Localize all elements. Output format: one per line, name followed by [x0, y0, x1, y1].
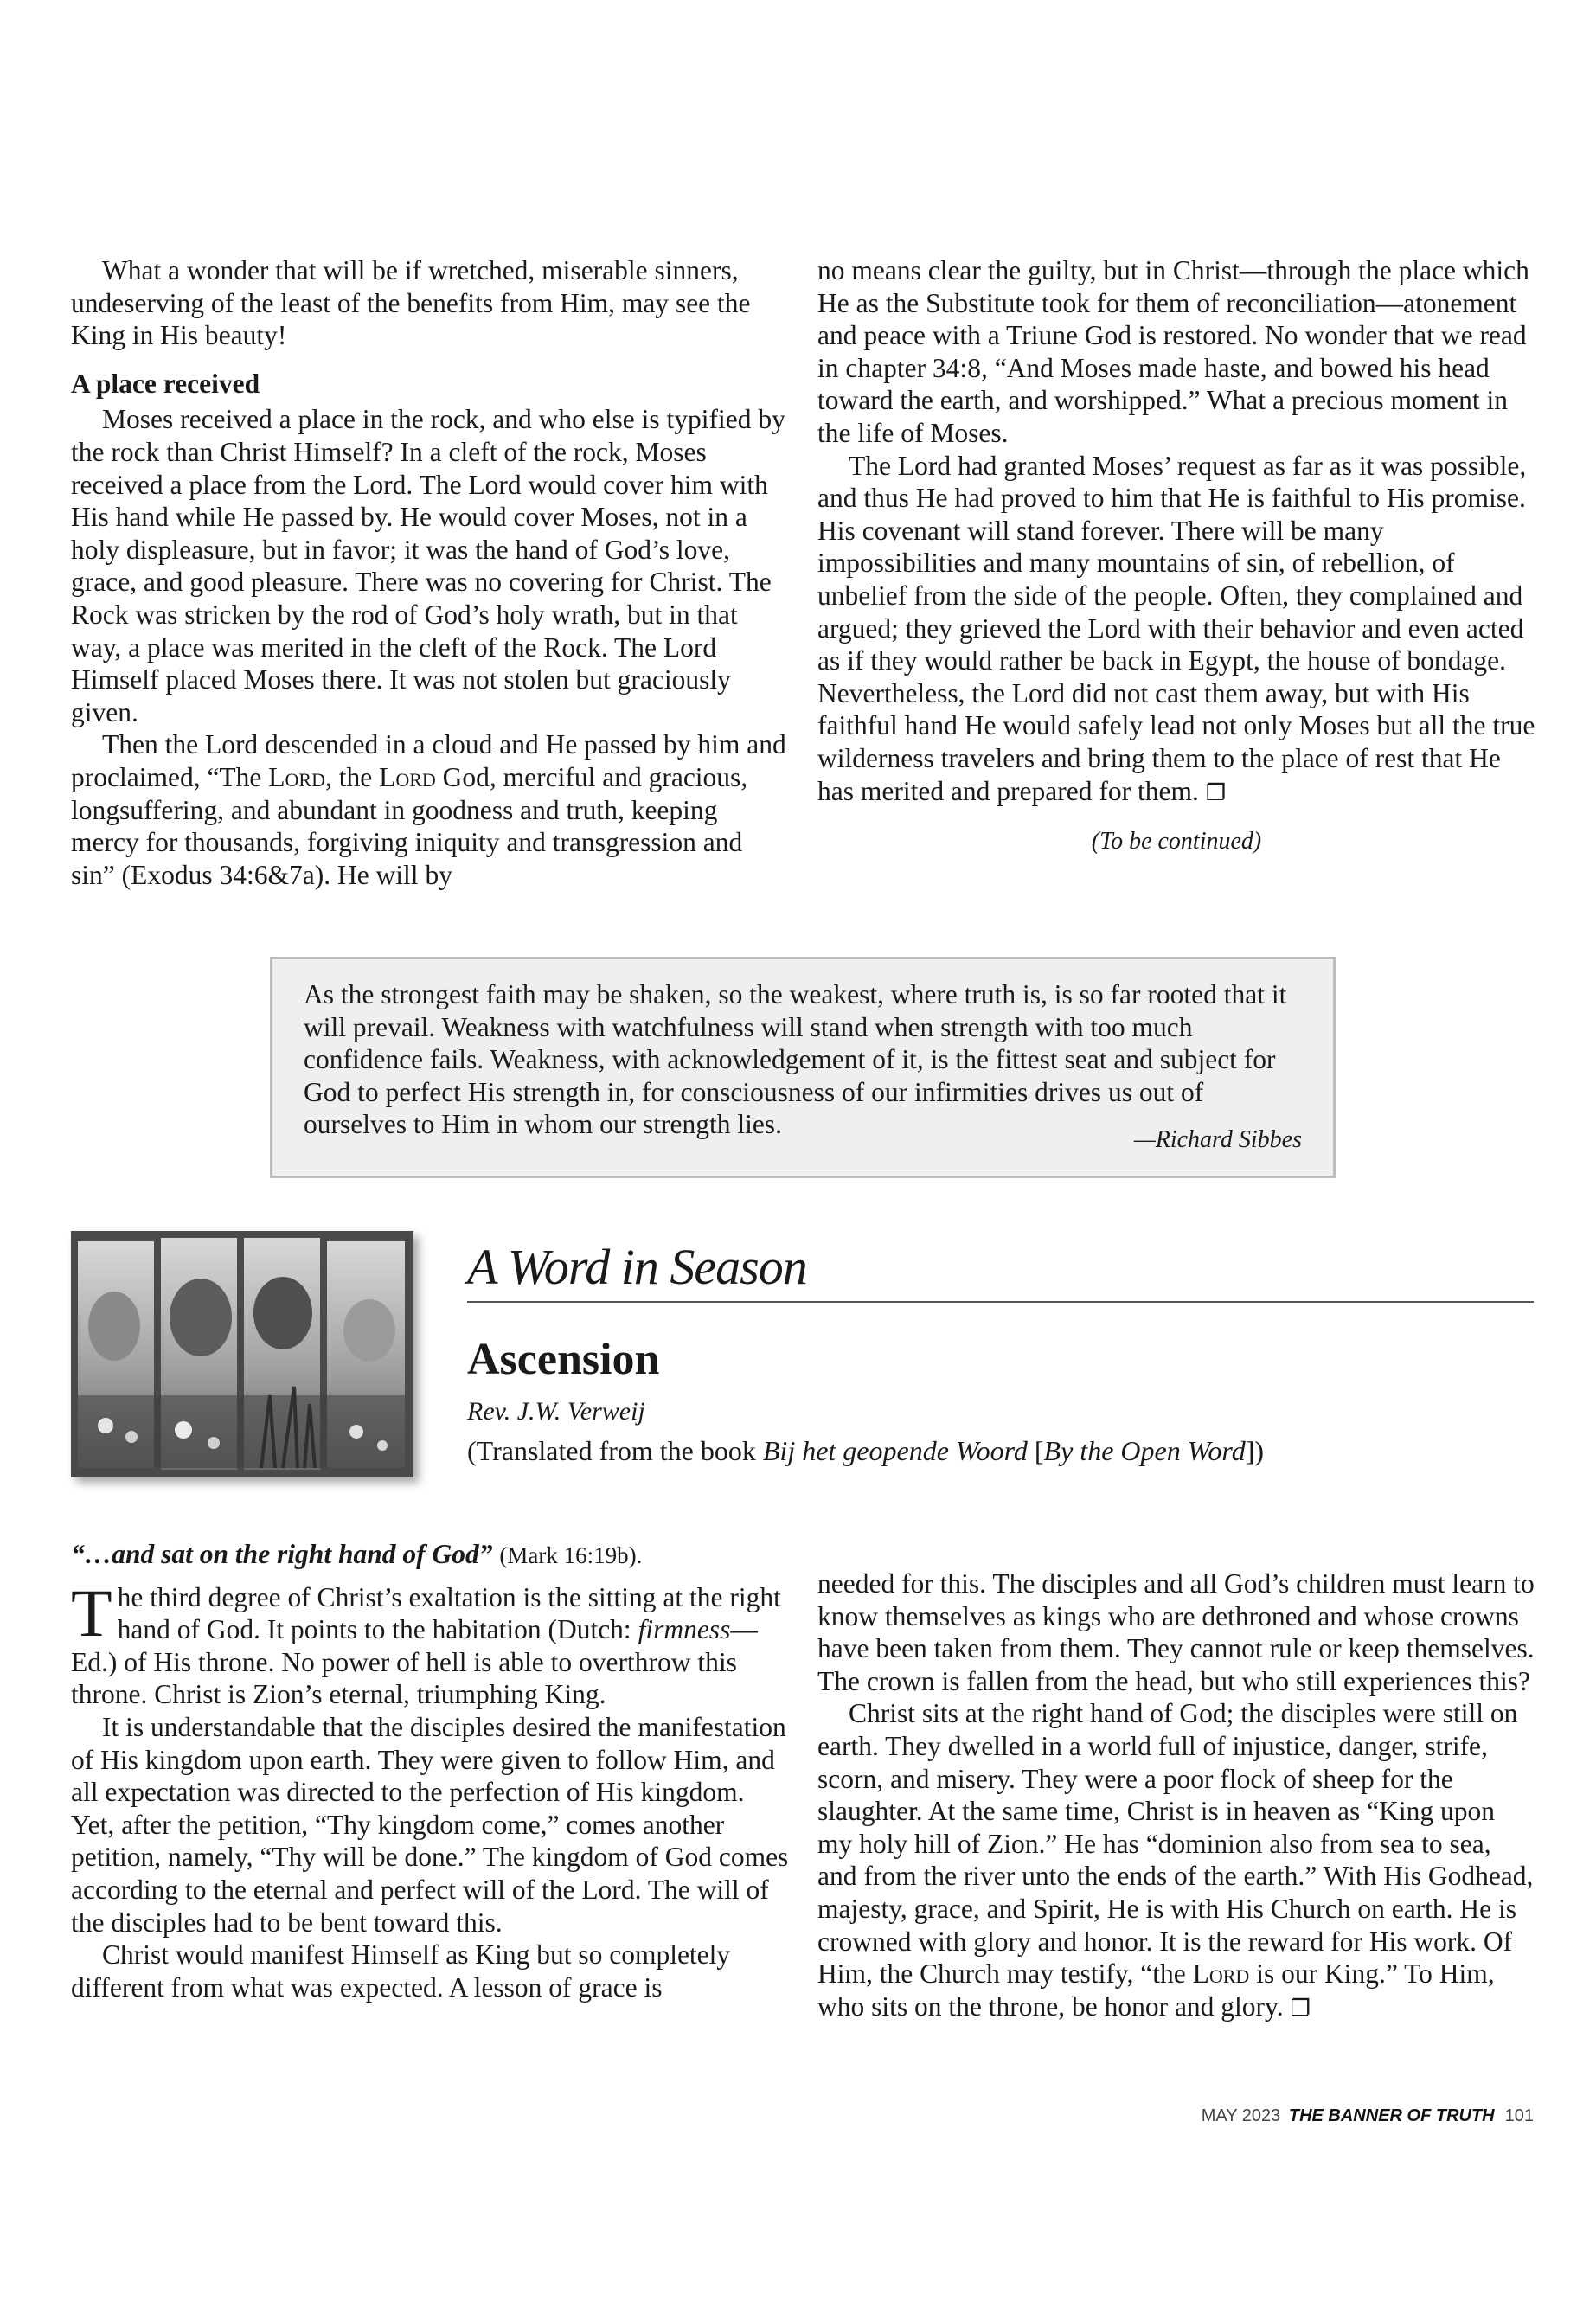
emphasis: firmness [638, 1614, 731, 1645]
text-run: he third degree of Christ’s exaltation is the sitting at the right hand of God. It points to the habitation (Dutch: [117, 1581, 781, 1645]
page-number: 101 [1504, 2106, 1534, 2125]
quote-attribution: —Richard Sibbes [1133, 1126, 1302, 1154]
magazine-name: THE BANNER OF TRUTH [1288, 2106, 1495, 2125]
small-caps-lord: Lord [268, 761, 325, 792]
text-run: The Lord had granted Moses’ request as far as it was possible, and thus He had proved to him that He is faithful to His promise. His covenant will stand forever. There will be many impossibilities and many mountains of sin, of rebellion, of unbelief from the side of the people. Often, they complained and argued; they grieved the Lord with their behavior and even acted as if they would rather be back in Egypt, the house of bondage. Nevertheless, the Lord did not cast them away, but with His faithful hand He would safely lead not only Moses but all the true wilderness travelers and bring them to the place of rest that He has merited and prepared for them. [817, 450, 1535, 806]
book-title-english: By the Open Word [1043, 1435, 1246, 1466]
text-run: —Ed.) of His throne. No power of hell is able to overthrow this throne. Christ is Zion’s eternal, triumphing King. [71, 1614, 758, 1710]
paragraph: What a wonder that will be if wretched, miserable sinners, undeserving of the least of the benefits from Him, may see the King in His beauty! [71, 255, 751, 351]
drop-cap: T [71, 1574, 112, 1650]
text-run: (Translated from the book [467, 1435, 763, 1466]
article-title: Ascension [467, 1335, 660, 1384]
quote-text: As the strongest faith may be shaken, so the weakest, where truth is, is so far rooted that it will prevail. Weakness with watchfulness will stand when strength with too much confidence fails. Weakness, with acknowledgement of it, is the fittest seat and subject for God to perfect His strength in, for consciousness of our infirmities drives us out of ourselves to Him in whom our strength lies. [304, 979, 1287, 1140]
paragraph: Christ would manifest Himself as King but so completely different from what was expected. A lesson of grace is [71, 1939, 731, 2003]
scripture-reference: (Mark 16:19b). [499, 1542, 643, 1568]
author-byline: Rev. J.W. Verweij [467, 1397, 645, 1426]
text-run: Christ sits at the right hand of God; the disciples were still on earth. They dwelled in a world full of injustice, danger, strife, scorn, and misery. They were a poor flock of sheep for the slaughter. At the same time, Christ is in heaven as “King upon my holy hill of Zion.” He has “dominion also from sea to sea, and from the river unto the ends of the earth.” With His Godhead, majesty, grace, and Spirit, He is with His Church on earth. He is crowned with glory and honor. It is the reward for His work. Of Him, the Church may testify, “the [817, 1698, 1534, 1990]
scripture-quote [71, 1538, 789, 1573]
series-title: A Word in Season [467, 1237, 1534, 1303]
paragraph: It is understandable that the disciples desired the manifestation of His kingdom upon earth. They were given to follow Him, and all expectation was directed to the perfection of His kingdom. Yet, after the petition, “Thy kingdom come,” comes another petition, namely, “Thy will be done.” The kingdom of God comes according to the eternal and perfect will of the Lord. The will of the disciples had to be bent toward this. [71, 1711, 789, 1938]
paragraph: Moses received a place in the rock, and who else is typified by the rock than Christ Himself? In a cleft of the rock, Moses received a place from the Lord. The Lord would cover him with His hand while He passed by. He would cover Moses, not in a holy displeasure, but in favor; it was the hand of God’s love, grace, and good pleasure. There was no covering for Christ. The Rock was stricken by the rod of God’s holy wrath, but in that way, a place was merited in the cleft of the Rock. The Lord Himself placed Moses there. It was not stolen but graciously given. [71, 404, 785, 727]
quote-box [270, 957, 1336, 1178]
article2-column-right [817, 1567, 1535, 2025]
article1-column-right [817, 254, 1535, 858]
paragraph: needed for this. The disciples and all God’s children must learn to know themselves as kings who are dethroned and whose crowns have been taken from them. They cannot rule or keep themselves. The crown is fallen from the head, but who still experiences this? [817, 1568, 1535, 1696]
painting-image [71, 1231, 413, 1477]
book-title: Bij het geopende Woord [762, 1435, 1028, 1466]
text-run: ]) [1245, 1435, 1264, 1466]
paragraph [817, 1697, 1535, 2025]
text-run: Then the Lord descended in a cloud and He passed by him and proclaimed, “The [71, 729, 786, 792]
scripture-text: “…and sat on the right hand of God” [71, 1539, 493, 1569]
paragraph [71, 728, 789, 891]
paragraph [71, 1574, 789, 1711]
small-caps-lord: Lord [379, 761, 436, 792]
article1-column-left [71, 254, 789, 891]
page-footer [1202, 2106, 1534, 2126]
subheading: A place received [71, 368, 260, 399]
text-run: God, merciful and gracious, longsuffering, and abundant in goodness and truth, keeping mercy for thousands, forgiving iniquity and transgression and sin” (Exodus 34:6&7a). He will by [71, 761, 748, 890]
article2-column-left [71, 1538, 789, 2003]
issue-date: MAY 2023 [1201, 2106, 1281, 2125]
paragraph: no means clear the guilty, but in Christ—through the place which He as the Substitute took for them of reconciliation—atonement and peace with a Triune God is restored. No wonder that we read in chapter 34:8, “And Moses made haste, and bowed his head toward the earth, and worshipped.” What a precious moment in the life of Moses. [817, 255, 1529, 448]
to-be-continued: (To be continued) [1091, 828, 1262, 856]
small-caps-lord: Lord [1192, 1958, 1250, 1990]
end-mark-icon: ❐ [1205, 779, 1227, 806]
end-mark-icon: ❐ [1290, 1995, 1311, 2022]
text-run: [ [1027, 1435, 1044, 1466]
translation-note [467, 1433, 1264, 1469]
text-run: is our King.” To Him, who sits on the throne, be honor and glory. [817, 1958, 1495, 2022]
paragraph [817, 450, 1535, 811]
text-run: , the [324, 761, 380, 792]
painting-panels [71, 1231, 413, 1477]
